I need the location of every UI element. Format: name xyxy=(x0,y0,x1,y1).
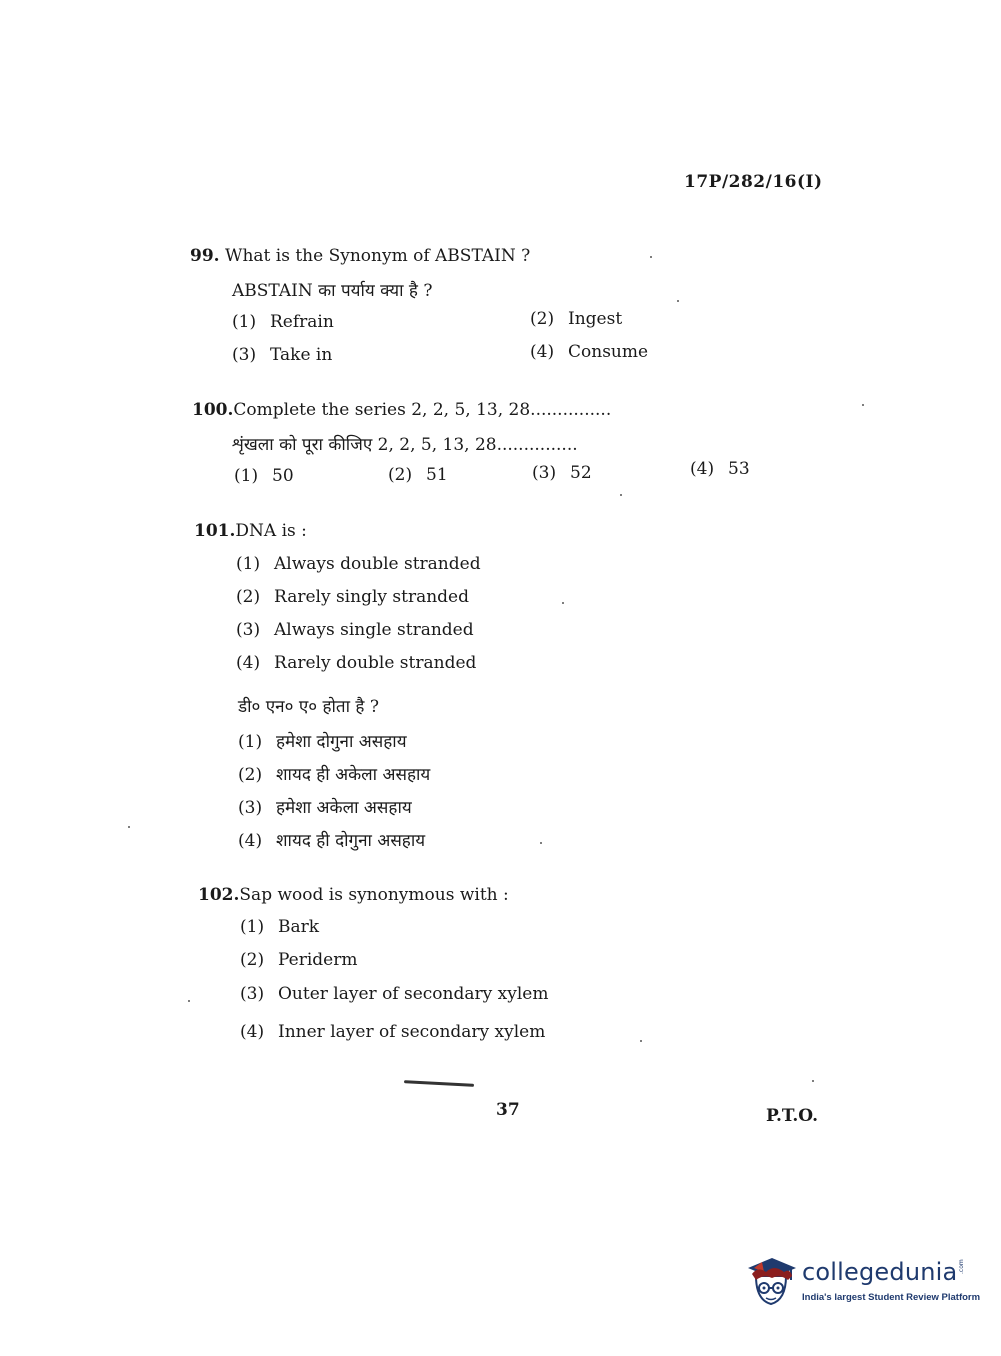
option: (3) Always single stranded xyxy=(236,620,474,640)
paper-code: 17P/282/16(I) xyxy=(684,172,823,192)
brand-name: collegedunia xyxy=(802,1258,958,1286)
option: (2) 51 xyxy=(388,465,448,485)
scan-speck xyxy=(650,256,652,258)
scan-speck xyxy=(562,602,564,604)
page-number: 37 xyxy=(496,1100,520,1120)
question-99 xyxy=(190,246,530,266)
option: (4) 53 xyxy=(690,459,750,479)
option: (4) Consume xyxy=(530,342,649,362)
question-number: 101. xyxy=(194,521,236,541)
scan-speck xyxy=(640,1040,642,1042)
graduate-face-logo-icon xyxy=(744,1254,798,1308)
option: (2) शायद ही अकेला असहाय xyxy=(238,765,431,785)
option: (3) Outer layer of secondary xylem xyxy=(240,984,549,1004)
question-text-en: DNA is : xyxy=(235,521,307,541)
option: (1) 50 xyxy=(234,466,294,486)
scan-speck xyxy=(677,300,679,302)
option: (2) Periderm xyxy=(240,950,358,970)
question-text-en: What is the Synonym of ABSTAIN ? xyxy=(224,246,531,266)
scan-speck xyxy=(812,1080,814,1082)
question-number: 102. xyxy=(198,885,240,905)
option: (2) Rarely singly stranded xyxy=(236,587,469,607)
scan-speck xyxy=(540,842,542,844)
question-text-hi: डी० एन० ए० होता है ? xyxy=(238,697,379,717)
option: (1) हमेशा दोगुना असहाय xyxy=(238,732,407,752)
question-102 xyxy=(198,885,509,905)
question-text-en: Complete the series 2, 2, 5, 13, 28............... xyxy=(233,400,612,420)
option: (2) Ingest xyxy=(530,309,623,329)
option: (1) Always double stranded xyxy=(236,554,481,574)
option: (4) Rarely double stranded xyxy=(236,653,477,673)
scan-speck xyxy=(128,826,130,828)
scan-mark xyxy=(404,1080,474,1087)
brand-domain: .com xyxy=(958,1259,965,1274)
question-text-hi: ABSTAIN का पर्याय क्या है ? xyxy=(232,281,433,301)
scan-speck xyxy=(620,494,622,496)
question-100 xyxy=(192,400,611,420)
question-number: 100. xyxy=(192,400,234,420)
option: (3) हमेशा अकेला असहाय xyxy=(238,798,412,818)
question-text-hi: शृंखला को पूरा कीजिए 2, 2, 5, 13, 28............... xyxy=(232,435,578,455)
scan-speck xyxy=(188,1000,190,1002)
brand-tagline: India's largest Student Review Platform xyxy=(802,1292,981,1303)
option: (1) Bark xyxy=(240,917,320,937)
collegedunia-watermark xyxy=(744,1252,981,1312)
option: (3) Take in xyxy=(232,345,333,365)
option: (4) शायद ही दोगुना असहाय xyxy=(238,831,426,851)
question-101 xyxy=(194,521,307,541)
pto-label: P.T.O. xyxy=(766,1106,818,1126)
question-text-en: Sap wood is synonymous with : xyxy=(239,885,509,905)
option: (4) Inner layer of secondary xylem xyxy=(240,1022,546,1042)
question-number: 99. xyxy=(190,246,220,266)
scan-speck xyxy=(862,404,864,406)
option: (1) Refrain xyxy=(232,312,334,332)
option: (3) 52 xyxy=(532,463,592,483)
